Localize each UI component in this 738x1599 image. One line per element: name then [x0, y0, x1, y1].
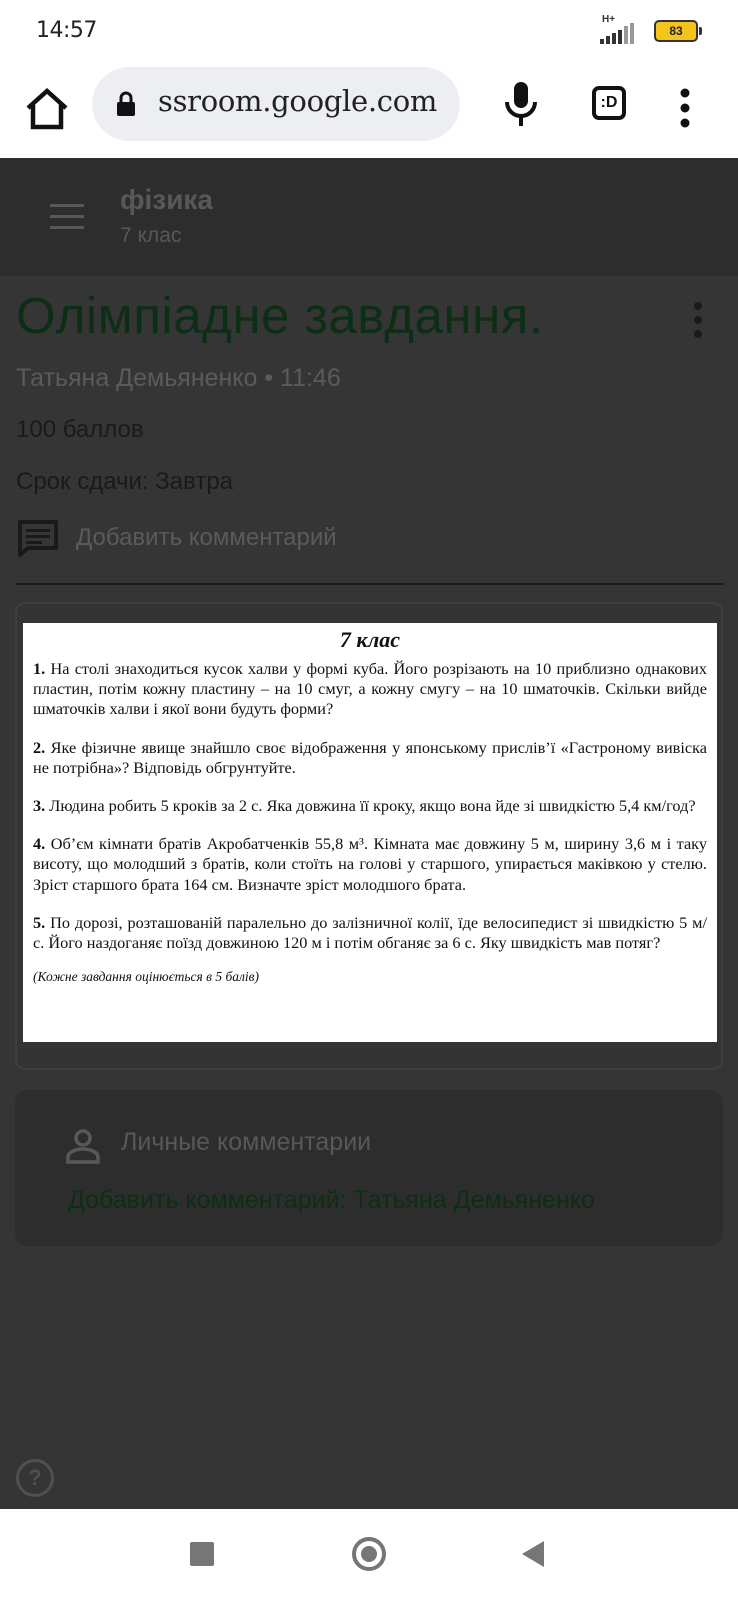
home-icon[interactable] [22, 84, 72, 134]
class-header [0, 158, 738, 276]
back-icon[interactable] [522, 1541, 544, 1567]
divider [16, 583, 724, 585]
task-3: 3. Людина робить 5 кроків за 2 с. Яка довжина її кроку, якщо вона йде зі швидкістю 5,4 км/год? [33, 796, 696, 816]
task-4: 4. Об’єм кімнати братів Акробатченків 55,8 м³. Кімната має довжину 5 м, ширину 3,6 м і таку висоту, що молодший з братів, коли стоїть на голові у старшого, упирається маківкою у стелю. Зріст старшого брата 164 см. Визначте зріст молодшого брата. [33, 834, 707, 894]
attachment-document[interactable] [23, 623, 717, 1042]
due-date: Срок сдачи: Завтра [16, 468, 234, 495]
class-title[interactable]: фізика [120, 184, 213, 215]
address-bar[interactable] [92, 67, 460, 141]
menu-icon[interactable] [50, 204, 86, 230]
battery-level: 83 [669, 24, 683, 38]
microphone-icon[interactable] [500, 80, 542, 128]
task-5: 5. По дорозі, розташованій паралельно до залізничної колії, їде велосипедист зі швидкістю 5 м/с. Його наздоганяє поїзд довжиною 120 м і потім обганяє за 6 с. Яку швидкість мав потяг? [33, 912, 707, 953]
recents-icon[interactable] [190, 1542, 214, 1566]
battery-icon [654, 20, 698, 42]
status-bar [0, 0, 738, 62]
add-private-comment-button[interactable]: Добавить комментарий: Татьяна Демьяненко [68, 1186, 595, 1214]
assignment-more-icon[interactable] [688, 300, 708, 340]
status-time: 14:57 [36, 18, 97, 43]
private-comments-card [15, 1090, 723, 1246]
lock-icon [116, 91, 136, 117]
url-text: ssroom.google.com [158, 84, 438, 118]
status-indicators [600, 14, 698, 44]
add-class-comment-button[interactable] [16, 516, 337, 560]
person-icon [65, 1128, 101, 1164]
tabs-button[interactable]: :D [592, 86, 626, 120]
points: 100 баллов [16, 416, 144, 443]
document-heading: 7 клас [339, 627, 401, 652]
system-nav-bar [0, 1509, 738, 1599]
author-time: Татьяна Демьяненко • 11:46 [16, 364, 341, 392]
private-comments-title: Личные комментарии [121, 1128, 372, 1156]
comment-icon [16, 518, 60, 558]
task-2: 2. Яке фізичне явище знайшло своє відображення у японському прислів’ї «Гастроному вивіска не потрібна»? Відповідь обгрунтуйте. [33, 737, 707, 777]
help-icon[interactable]: ? [16, 1459, 54, 1497]
network-type: H+ [602, 14, 616, 25]
task-1: 1. На столі знаходиться кусок халви у формі куба. Його розрізають на 10 приблизно однакових пластин, потім кожну пластину – на 10 смуг, а кожну смугу – на 10 шматочків. Скільки вийде шматочків халви і якої вони будуть форми? [33, 659, 707, 719]
class-subtitle: 7 клас [120, 224, 182, 247]
document-note: (Кожне завдання оцінюється в 5 балів) [33, 969, 260, 985]
browser-toolbar [0, 62, 738, 158]
assignment-title: Олімпіадне завдання. [16, 287, 544, 344]
home-nav-icon[interactable] [352, 1537, 386, 1571]
more-vert-icon[interactable] [670, 84, 700, 132]
add-comment-label: Добавить комментарий [76, 524, 337, 551]
signal-icon [600, 14, 644, 44]
